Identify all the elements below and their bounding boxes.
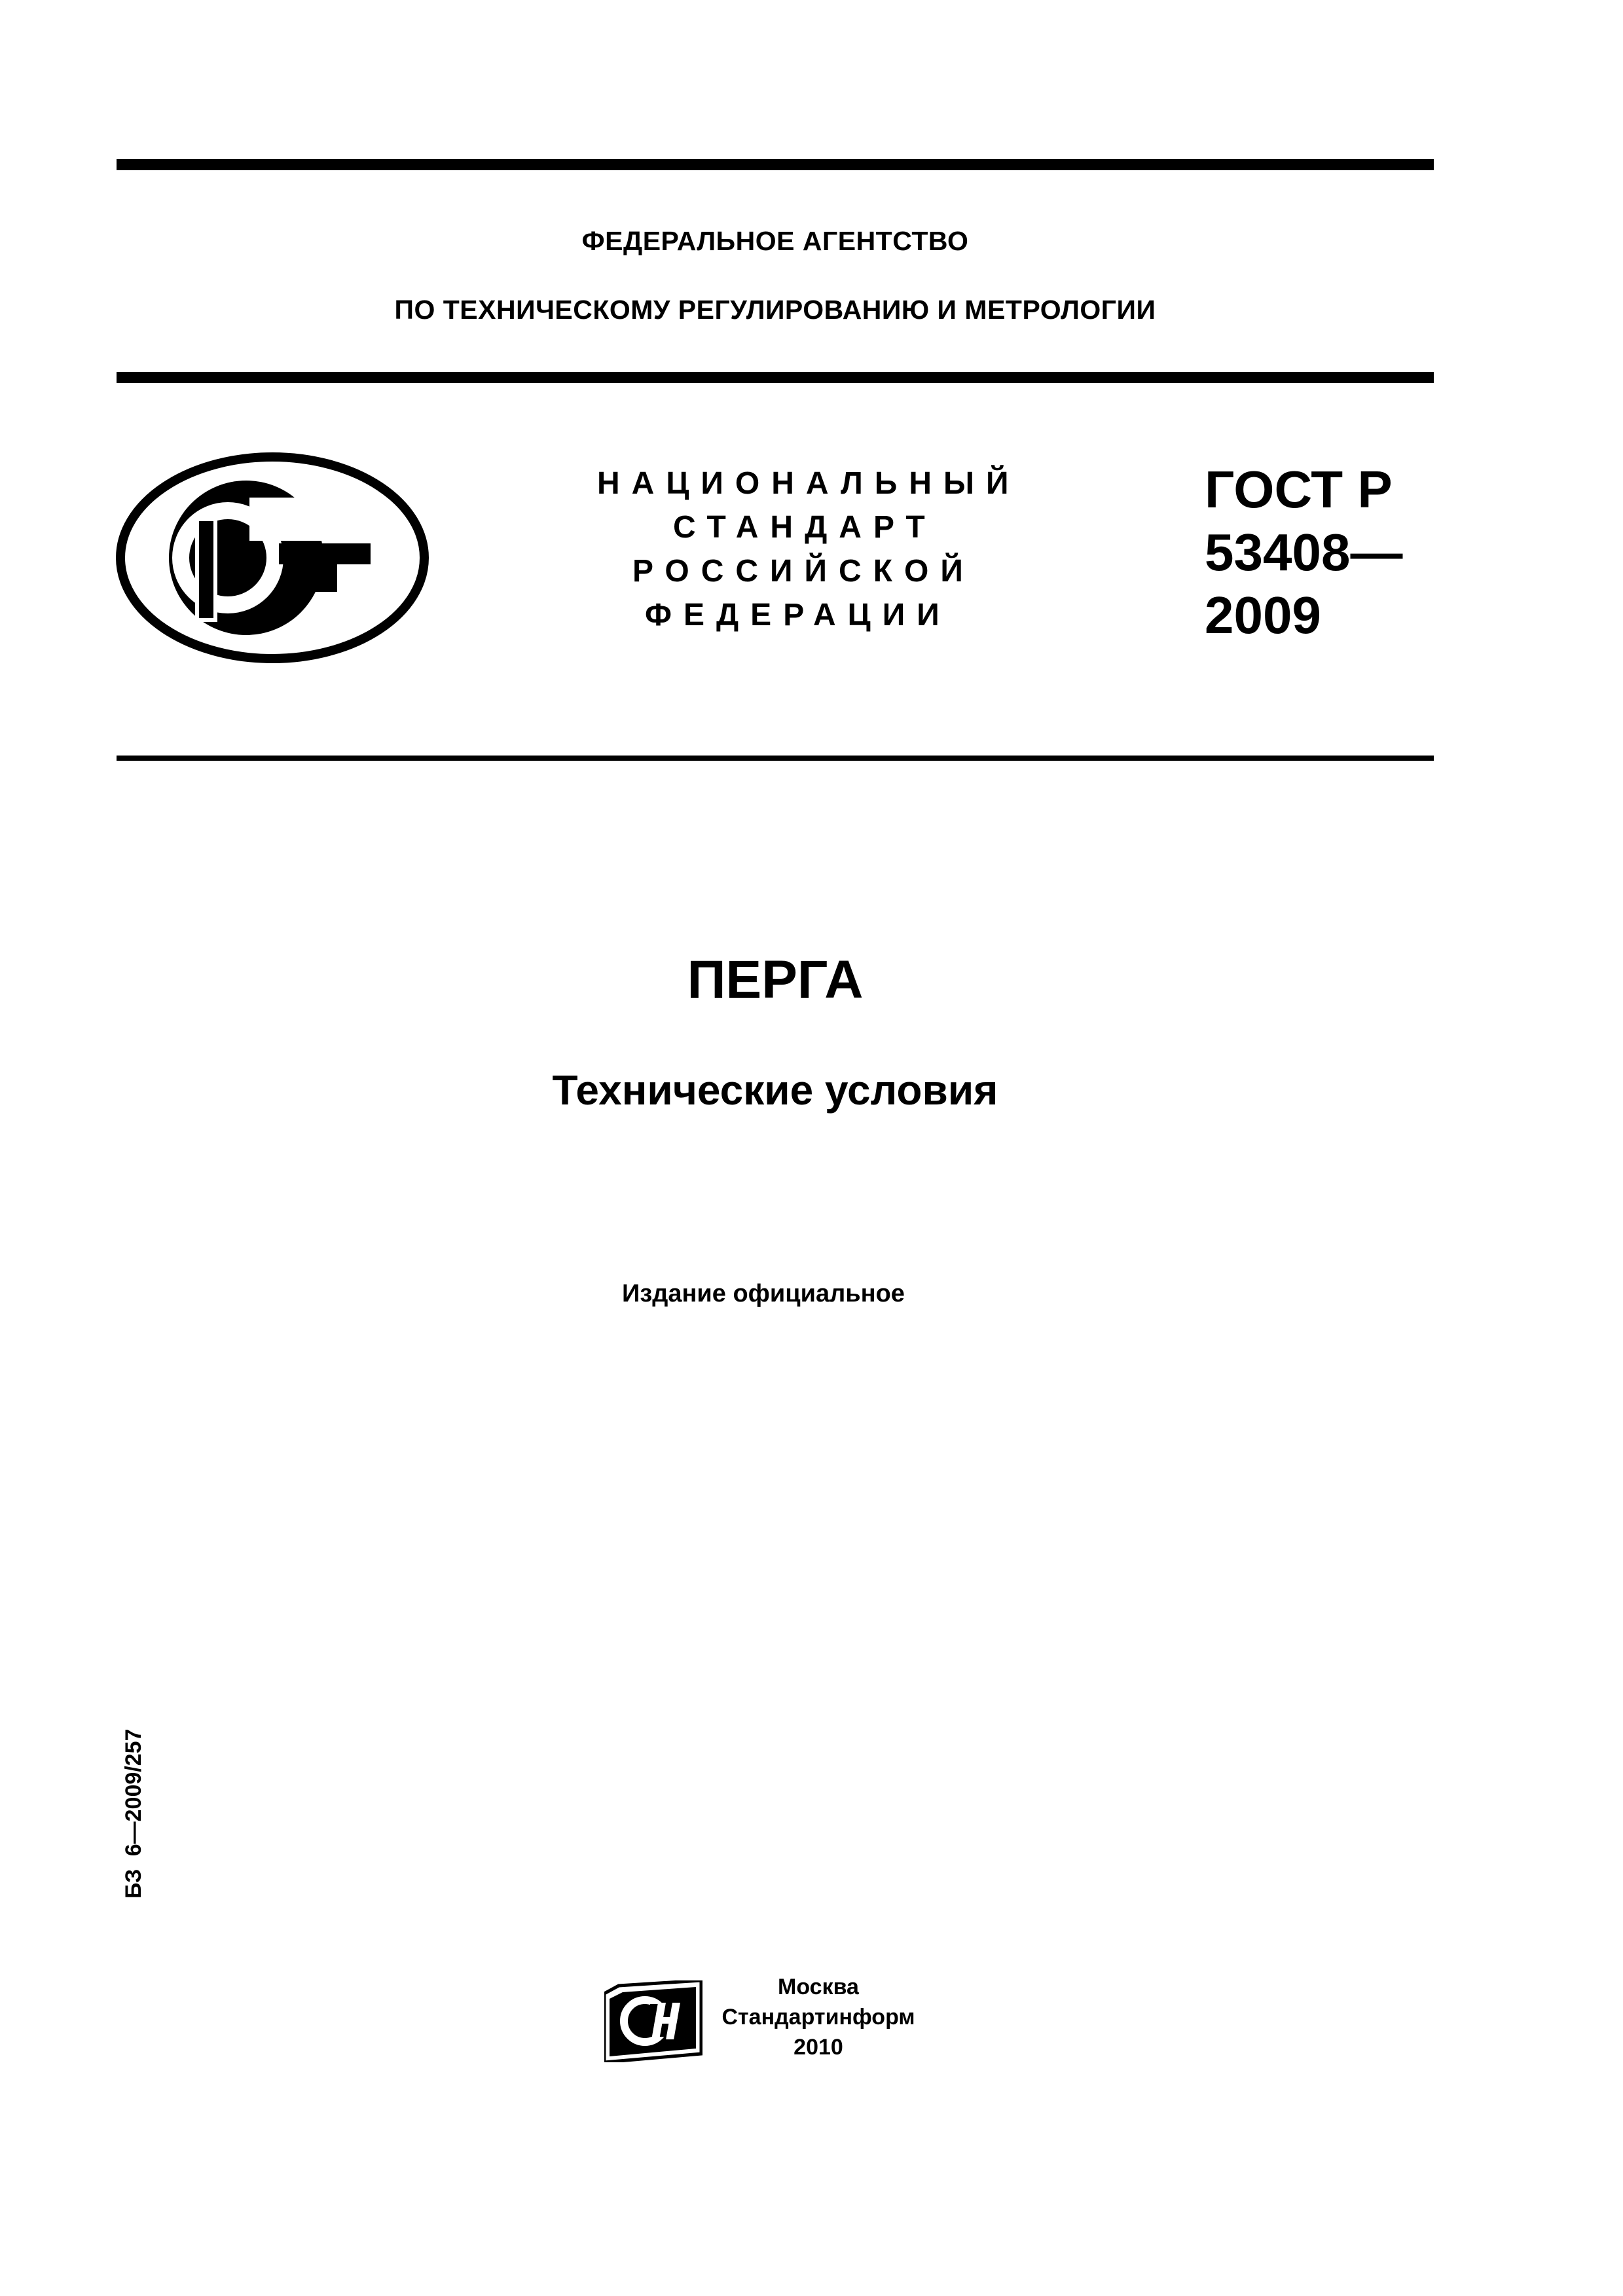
agency-name-line1: ФЕДЕРАЛЬНОЕ АГЕНТСТВО <box>581 226 969 256</box>
publisher-year: 2010 <box>793 2035 843 2060</box>
gost-designation <box>1205 458 1402 647</box>
bottom-rule <box>117 756 1434 761</box>
national-standard-label <box>576 462 1034 637</box>
gost-code-line: ГОСТ Р <box>1205 460 1393 519</box>
national-standard-line: ФЕДЕРАЦИИ <box>645 598 951 632</box>
rst-logo-icon <box>115 452 429 665</box>
national-standard-line: СТАНДАРТ <box>673 510 937 545</box>
publisher-name: Стандартинформ <box>721 2005 915 2030</box>
agency-name-line2: ПО ТЕХНИЧЕСКОМУ РЕГУЛИРОВАНИЮ И МЕТРОЛОГИИ <box>394 295 1156 325</box>
middle-rule <box>117 372 1434 383</box>
standartinform-logo-icon <box>604 1980 702 2062</box>
national-standard-line: НАЦИОНАЛЬНЫЙ <box>597 466 1021 501</box>
document-title: ПЕРГА <box>687 950 864 1010</box>
gost-number-line: 53408— <box>1205 523 1403 581</box>
edition-label: Издание официальное <box>622 1280 905 1307</box>
side-registration-code: БЗ 6—2009/257 <box>121 1728 146 1899</box>
gost-year-line: 2009 <box>1205 586 1321 644</box>
publisher-city: Москва <box>778 1975 859 1999</box>
top-rule <box>117 159 1434 170</box>
document-subtitle: Технические условия <box>552 1066 998 1114</box>
publisher-block <box>710 1972 926 2062</box>
national-standard-line: РОССИЙСКОЙ <box>632 554 975 589</box>
